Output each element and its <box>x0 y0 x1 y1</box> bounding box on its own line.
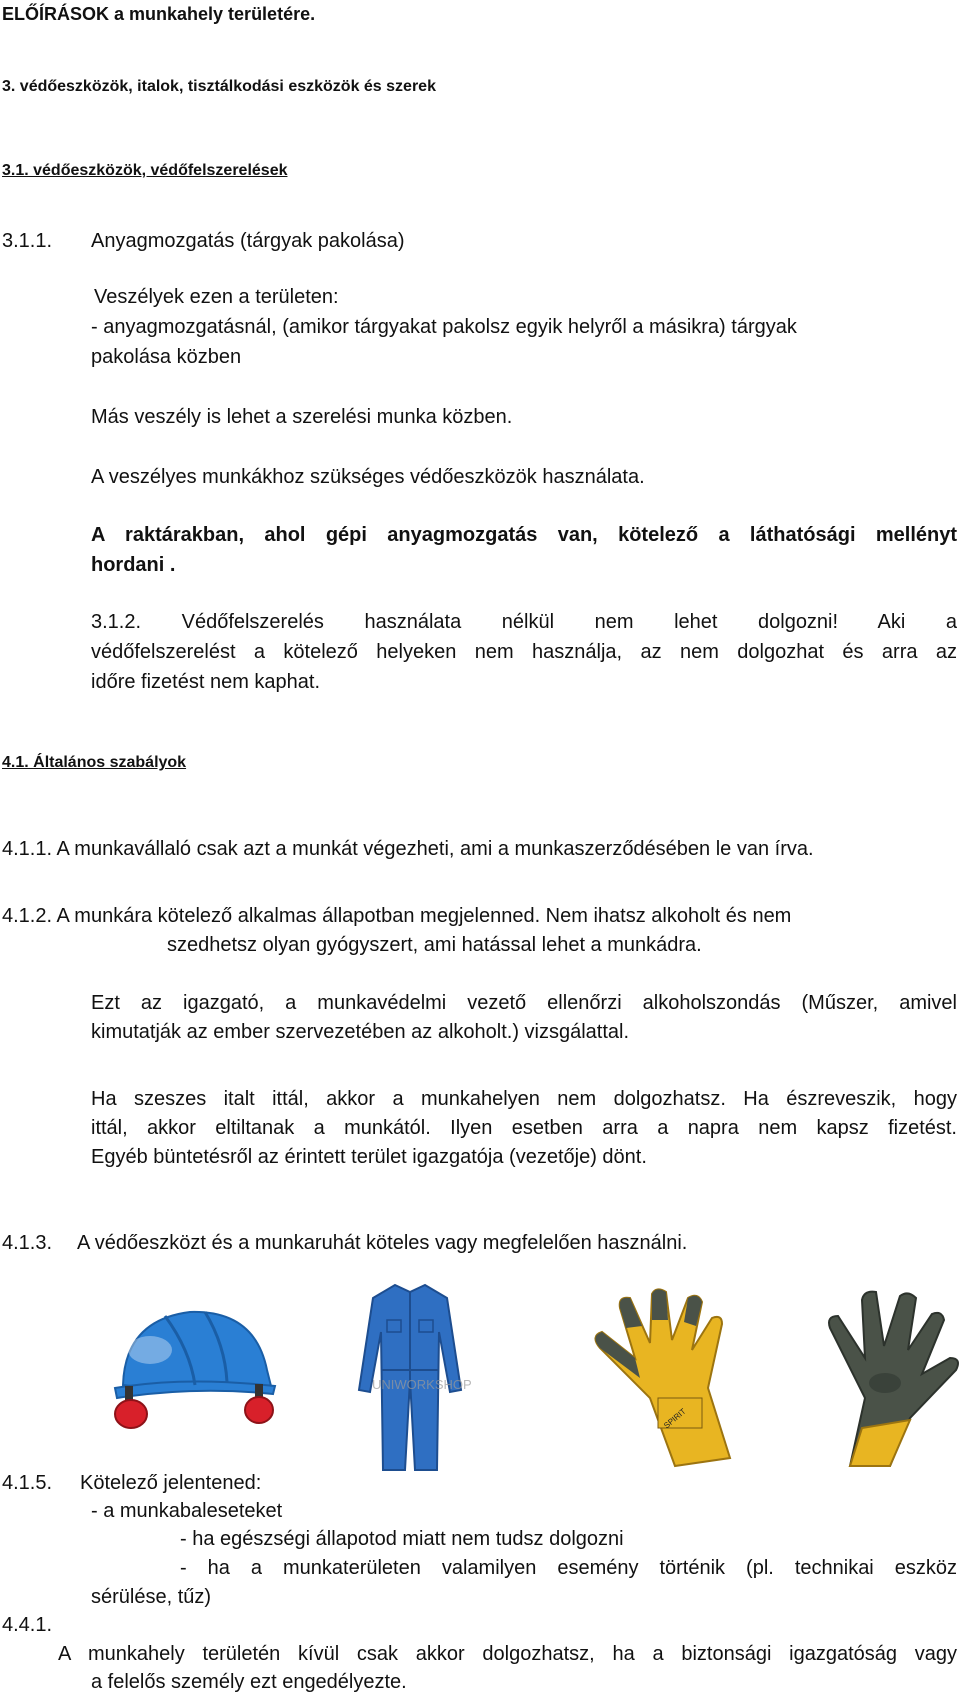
drinking-rule-line-3: Egyéb büntetésről az érintett terület igazgatója (vezetője) dönt. <box>91 1146 647 1168</box>
report-item-2: - ha egészségi állapotod miatt nem tudsz dolgozni <box>180 1528 624 1550</box>
vest-rule-line-2: hordani . <box>91 554 176 576</box>
safety-helmet-image <box>105 1290 285 1430</box>
gloves-label: SPIRIT <box>662 1406 688 1431</box>
section-4-1-3-text: A védőeszközt és a munkaruhát köteles vagy megfelelően használni. <box>77 1232 688 1254</box>
section-4-1-5-text: Kötelező jelentened: <box>80 1472 262 1494</box>
section-4-1-2-line-1: 4.1.2. A munkára kötelező alkalmas állapotban megjelenned. Nem ihatsz alkoholt és nem <box>2 905 792 927</box>
hazard-line-2: pakolása közben <box>91 346 242 368</box>
section-3-1-1-title: Anyagmozgatás (tárgyak pakolása) <box>91 230 405 252</box>
section-3-1-1-number: 3.1.1. <box>2 230 53 252</box>
work-gloves-image <box>580 1288 960 1468</box>
section-3-heading: 3. védőeszközök, italok, tisztálkodási eszközök és szerek <box>2 78 436 95</box>
section-4-1-heading: 4.1. Általános szabályok <box>2 754 187 771</box>
drinking-rule-line-2: ittál, akkor eltiltanak a munkától. Ilyen esetben arra a napra nem kapsz fizetést. <box>91 1117 957 1139</box>
section-3-1-heading: 3.1. védőeszközök, védőfelszerelések <box>2 162 288 179</box>
section-3-1-2-line-2: védőfelszerelést a kötelező helyeken nem használja, az nem dolgozhat és arra az <box>91 641 957 663</box>
section-3-1-2-line-1: 3.1.2. Védőfelszerelés használata nélkül nem lehet dolgozni! Aki a <box>91 611 957 633</box>
alcohol-check-line-2: kimutatják az ember szervezetében az alkoholt.) vizsgálattal. <box>91 1021 630 1043</box>
other-danger-text: Más veszély is lehet a szerelési munka közben. <box>91 406 513 428</box>
report-item-3-line-1: - ha a munkaterületen valamilyen esemény történik (pl. technikai eszköz <box>180 1557 957 1579</box>
document-title: ELŐÍRÁSOK a munkahely területére. <box>2 4 316 24</box>
section-4-4-1-line-2: a felelős személy ezt engedélyezte. <box>91 1671 407 1693</box>
drinking-rule-line-1: Ha szeszes italt ittál, akkor a munkahelyen nem dolgozhatsz. Ha észreveszik, hogy <box>91 1088 957 1110</box>
section-4-4-1-number: 4.4.1. <box>2 1614 53 1636</box>
section-4-1-3-number: 4.1.3. <box>2 1232 53 1254</box>
image-watermark: UNIWORKSHOP <box>372 1377 472 1392</box>
vest-rule-line-1: A raktárakban, ahol gépi anyagmozgatás van, kötelező a láthatósági mellényt <box>91 524 957 546</box>
report-item-3-line-2: sérülése, tűz) <box>91 1586 212 1608</box>
hazards-label: Veszélyek ezen a területen: <box>94 286 339 308</box>
alcohol-check-line-1: Ezt az igazgató, a munkavédelmi vezető ellenőrzi alkoholszondás (Műszer, amivel <box>91 992 957 1014</box>
section-3-1-2-line-3: időre fizetést nem kaphat. <box>91 671 321 693</box>
ppe-use-text: A veszélyes munkákhoz szükséges védőeszközök használata. <box>91 466 645 488</box>
section-4-1-1-text: 4.1.1. A munkavállaló csak azt a munkát végezheti, ami a munkaszerződésében le van írva. <box>2 838 814 860</box>
section-4-1-5-number: 4.1.5. <box>2 1472 53 1494</box>
section-4-1-2-line-2: szedhetsz olyan gyógyszert, ami hatással lehet a munkádra. <box>167 934 702 956</box>
hazard-line-1: - anyagmozgatásnál, (amikor tárgyakat pakolsz egyik helyről a másikra) tárgyak <box>91 316 797 338</box>
section-4-4-1-line-1: A munkahely területén kívül csak akkor dolgozhatsz, ha a biztonsági igazgatóság vagy <box>58 1643 957 1665</box>
report-item-1: - a munkabaleseteket <box>91 1500 283 1522</box>
